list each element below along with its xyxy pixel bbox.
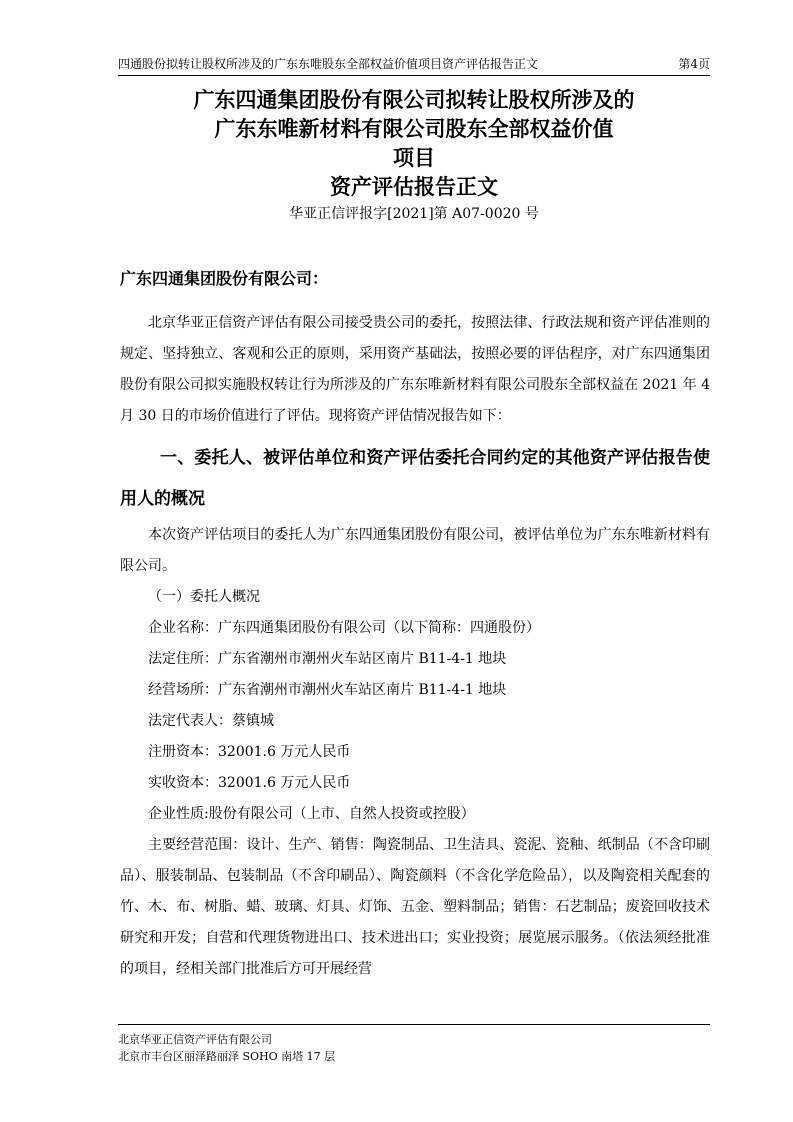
company-name-field: 企业名称：广东四通集团股份有限公司（以下简称：四通股份） — [148, 620, 540, 636]
page-header — [118, 54, 710, 74]
section-1-heading: 一、委托人、被评估单位和资产评估委托合同约定的其他资产评估报告使用人的概况 — [120, 448, 710, 509]
legal-address-field: 法定住所：广东省潮州市潮州火车站区南片 B11-4-1 地块 — [148, 651, 507, 667]
page-number: 第4页 — [678, 57, 710, 71]
footer-address: 北京市丰台区丽泽路丽泽 SOHO 南塔 17 层 — [118, 1050, 336, 1063]
business-address-field: 经营场所：广东省潮州市潮州火车站区南片 B11-4-1 地块 — [148, 682, 507, 698]
footer-divider — [118, 1024, 710, 1025]
business-scope-field: 主要经营范围：设计、生产、销售：陶瓷制品、卫生洁具、瓷泥、瓷釉、纸制品（不含印刷品）、服装制品、包装制品（不含印刷品）、陶瓷颜料（不含化学危险品），以及陶瓷相关配套的竹、木、布、树脂、蜡、玻璃、灯具、灯饰、五金、塑料制品；销售：石艺制品；废瓷回收技术研究和开发；自营和代理货物进出口、技术进出口；实业投资；展览展示服务。（依法须经批准的项目，经相关部门批准后方可开展经营 — [120, 837, 710, 977]
legal-representative-field: 法定代表人：蔡镇城 — [148, 713, 274, 729]
section-1-intro: 本次资产评估项目的委托人为广东四通集团股份有限公司，被评估单位为广东东唯新材料有限公司。 — [120, 527, 710, 574]
footer-company: 北京华亚正信资产评估有限公司 — [118, 1033, 272, 1046]
paid-capital-field: 实收资本：32001.6 万元人民币 — [148, 775, 351, 791]
title-line-2: 广东东唯新材料有限公司股东全部权益价值 — [214, 117, 614, 141]
intro-paragraph: 北京华亚正信资产评估有限公司接受贵公司的委托，按照法律、行政法规和资产评估准则的规定、坚持独立、客观和公正的原则，采用资产基础法，按照必要的评估程序，对广东四通集团股份有限公司拟实施股权转让行为所涉及的广东东唯新材料有限公司股东全部权益在 2021 年 4 月 30 日的市场价值进行了评估。现将资产评估情况报告如下： — [120, 315, 710, 424]
title-line-1: 广东四通集团股份有限公司拟转让股权所涉及的 — [193, 88, 635, 112]
report-body — [120, 265, 710, 985]
title-line-4: 资产评估报告正文 — [330, 175, 498, 199]
header-title: 四通股份拟转让股权所涉及的广东东唯股东全部权益价值项目资产评估报告正文 — [118, 57, 539, 71]
page-footer — [118, 1031, 335, 1065]
recipient-line: 广东四通集团股份有限公司： — [120, 269, 329, 288]
header-divider — [118, 75, 710, 76]
report-title-block — [118, 86, 710, 226]
report-number: 华亚正信评报字[2021]第 A07-0020 号 — [289, 206, 539, 222]
registered-capital-field: 注册资本：32001.6 万元人民币 — [148, 744, 351, 760]
title-line-3: 项目 — [393, 146, 435, 170]
enterprise-type-field: 企业性质:股份有限公司（上市、自然人投资或控股） — [148, 806, 475, 822]
subsection-1-heading: （一）委托人概况 — [148, 589, 260, 605]
